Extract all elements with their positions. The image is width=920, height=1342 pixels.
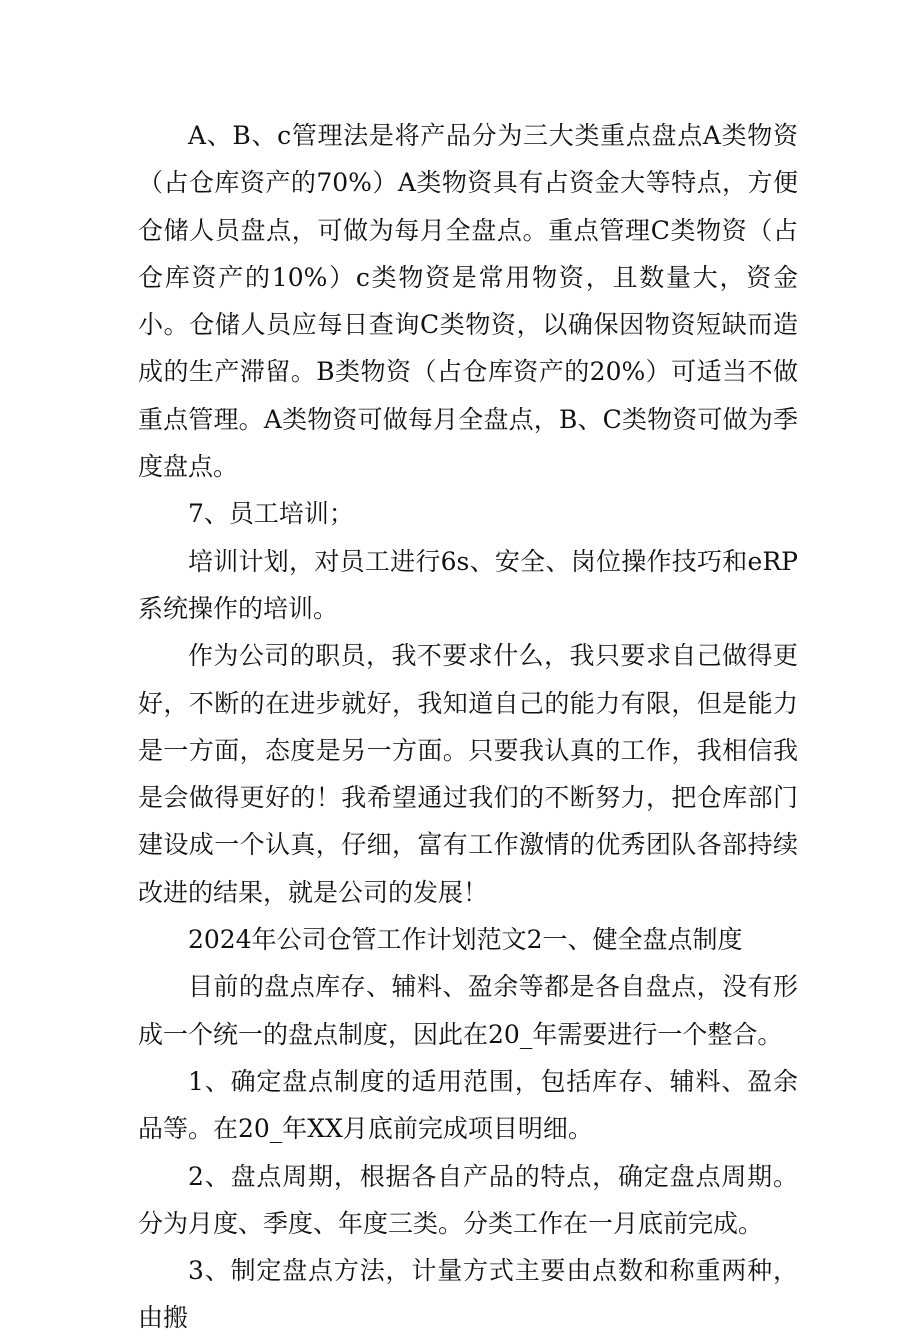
paragraph-item-2: 2、盘点周期，根据各自产品的特点，确定盘点周期。分为月度、季度、年度三类。分类工作在一月底前完成。	[138, 1161, 798, 1238]
paragraph-staff-training-heading: 7、员工培训；	[188, 499, 354, 529]
paragraph-inventory-intro: 目前的盘点库存、辅料、盈余等都是各自盘点，没有形成一个统一的盘点制度，因此在20_年需要进行一个整合。	[138, 972, 798, 1049]
paragraph-abc-management: A、B、c管理法是将产品分为三大类重点盘点A类物资（占仓库资产的70%）A类物资具有占资金大等特点，方便仓储人员盘点，可做为每月全盘点。重点管理C类物资（占仓库资产的10%）c类物资是常用物资，且数量大，资金小。仓储人员应每日查询C类物资，以确保因物资短缺而造成的生产滞留。B类物资（占仓库资产的20%）可适当不做重点管理。A类物资可做每月全盘点，B、C类物资可做为季度盘点。	[138, 121, 798, 482]
paragraph-section-title: 2024年公司仓管工作计划范文2一、健全盘点制度	[188, 925, 743, 955]
paragraph-employee-statement: 作为公司的职员，我不要求什么，我只要求自己做得更好，不断的在进步就好，我知道自己的能力有限，但是能力是一方面，态度是另一方面。只要我认真的工作，我相信我是会做得更好的！我希望通过我们的不断努力，把仓库部门建设成一个认真，仔细，富有工作激情的优秀团队各部持续改进的结果，就是公司的发展！	[138, 641, 798, 907]
paragraph-item-3: 3、制定盘点方法，计量方式主要由点数和称重两种，由搬	[138, 1256, 798, 1333]
paragraph-item-1: 1、确定盘点制度的适用范围，包括库存、辅料、盈余品等。在20_年XX月底前完成项目明细。	[138, 1066, 798, 1144]
paragraph-training-plan: 培训计划，对员工进行6s、安全、岗位操作技巧和eRP系统操作的培训。	[138, 546, 798, 623]
document-body	[138, 112, 798, 1342]
